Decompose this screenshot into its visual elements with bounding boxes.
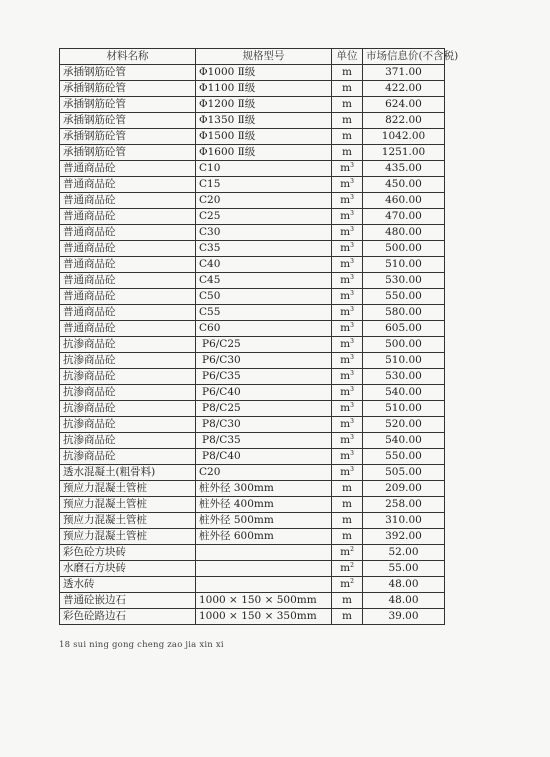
specification-cell: P8/C35 [196, 433, 332, 449]
price-cell: 530.00 [363, 273, 445, 289]
specification-cell: C10 [196, 161, 332, 177]
material-name-cell: 普通商品砼 [60, 225, 196, 241]
material-name-cell: 抗渗商品砼 [60, 337, 196, 353]
material-name-cell: 预应力混凝土管桩 [60, 513, 196, 529]
material-name-cell: 预应力混凝土管桩 [60, 497, 196, 513]
unit-exponent: 3 [350, 354, 354, 361]
table-row [60, 305, 445, 321]
table-row [60, 65, 445, 81]
price-cell: 530.00 [363, 369, 445, 385]
specification-cell [196, 545, 332, 561]
material-name-cell: 预应力混凝土管桩 [60, 481, 196, 497]
unit-cell: $m^2$ [332, 561, 363, 577]
material-name-cell: 普通商品砼 [60, 273, 196, 289]
material-name-cell: 普通商品砼 [60, 209, 196, 225]
table-row [60, 593, 445, 609]
price-cell: 310.00 [363, 513, 445, 529]
specification-cell [196, 561, 332, 577]
price-cell: 460.00 [363, 193, 445, 209]
unit-cell: $m^3$ [332, 369, 363, 385]
specification-cell: C55 [196, 305, 332, 321]
specification-cell: Φ1500 Ⅱ级 [196, 129, 332, 145]
material-name-cell: 水磨石方块砖 [60, 561, 196, 577]
unit-cell: $m^3$ [332, 449, 363, 465]
page-footer: 18 sui ning gong cheng zao jia xin xi [59, 640, 224, 650]
table-row [60, 337, 445, 353]
unit-exponent: 3 [350, 194, 354, 201]
unit-cell: m [332, 97, 363, 113]
specification-cell: C35 [196, 241, 332, 257]
unit-cell: m [332, 497, 363, 513]
header-unit: 单位 [332, 49, 363, 65]
specification-cell: C40 [196, 257, 332, 273]
unit-exponent: 3 [350, 242, 354, 249]
material-name-cell: 彩色砼路边石 [60, 609, 196, 625]
material-name-cell: 抗渗商品砼 [60, 369, 196, 385]
material-name-cell: 彩色砼方块砖 [60, 545, 196, 561]
price-cell: 450.00 [363, 177, 445, 193]
table-row [60, 449, 445, 465]
price-cell: 500.00 [363, 241, 445, 257]
unit-exponent: 2 [350, 562, 354, 569]
table-row [60, 577, 445, 593]
unit-exponent: 3 [350, 258, 354, 265]
unit-exponent: 3 [350, 466, 354, 473]
table-row [60, 209, 445, 225]
specification-cell: P6/C30 [196, 353, 332, 369]
unit-cell: m [332, 593, 363, 609]
material-name-cell: 承插钢筋砼管 [60, 97, 196, 113]
material-name-cell: 普通砼嵌边石 [60, 593, 196, 609]
unit-cell: $m^3$ [332, 193, 363, 209]
unit-exponent: 3 [350, 290, 354, 297]
specification-cell: P8/C40 [196, 449, 332, 465]
specification-cell: C45 [196, 273, 332, 289]
table-row [60, 545, 445, 561]
price-cell: 822.00 [363, 113, 445, 129]
specification-cell: P8/C30 [196, 417, 332, 433]
material-name-cell: 透水混凝土(粗骨料) [60, 465, 196, 481]
table-row [60, 161, 445, 177]
table-row [60, 177, 445, 193]
price-cell: 39.00 [363, 609, 445, 625]
price-cell: 550.00 [363, 289, 445, 305]
unit-exponent: 3 [350, 370, 354, 377]
price-cell: 510.00 [363, 257, 445, 273]
material-name-cell: 普通商品砼 [60, 177, 196, 193]
table-row [60, 609, 445, 625]
table-row [60, 529, 445, 545]
unit-exponent: 3 [350, 162, 354, 169]
price-cell: 540.00 [363, 433, 445, 449]
unit-exponent: 3 [350, 306, 354, 313]
material-name-cell: 承插钢筋砼管 [60, 65, 196, 81]
price-cell: 371.00 [363, 65, 445, 81]
unit-cell: $m^2$ [332, 577, 363, 593]
unit-cell: m [332, 129, 363, 145]
material-name-cell: 普通商品砼 [60, 321, 196, 337]
price-cell: 520.00 [363, 417, 445, 433]
unit-cell: m [332, 145, 363, 161]
specification-cell: C20 [196, 465, 332, 481]
price-cell: 435.00 [363, 161, 445, 177]
specification-cell: Φ1100 Ⅱ级 [196, 81, 332, 97]
specification-cell: C20 [196, 193, 332, 209]
price-cell: 500.00 [363, 337, 445, 353]
material-name-cell: 抗渗商品砼 [60, 401, 196, 417]
price-cell: 48.00 [363, 593, 445, 609]
material-name-cell: 承插钢筋砼管 [60, 145, 196, 161]
material-name-cell: 抗渗商品砼 [60, 417, 196, 433]
table-row [60, 81, 445, 97]
material-name-cell: 普通商品砼 [60, 193, 196, 209]
price-cell: 1042.00 [363, 129, 445, 145]
unit-cell: m [332, 81, 363, 97]
table-row [60, 417, 445, 433]
unit-cell: $m^3$ [332, 385, 363, 401]
specification-cell: Φ1200 Ⅱ级 [196, 97, 332, 113]
table-row [60, 321, 445, 337]
unit-cell: m [332, 65, 363, 81]
price-cell: 258.00 [363, 497, 445, 513]
table-row [60, 513, 445, 529]
material-name-cell: 承插钢筋砼管 [60, 113, 196, 129]
unit-exponent: 3 [350, 418, 354, 425]
table-row [60, 241, 445, 257]
table-row [60, 289, 445, 305]
table-row [60, 497, 445, 513]
table-row [60, 433, 445, 449]
price-cell: 550.00 [363, 449, 445, 465]
price-cell: 392.00 [363, 529, 445, 545]
unit-exponent: 3 [350, 178, 354, 185]
unit-exponent: 3 [350, 226, 354, 233]
material-name-cell: 预应力混凝土管桩 [60, 529, 196, 545]
table-row [60, 369, 445, 385]
table-row [60, 193, 445, 209]
unit-cell: $m^3$ [332, 305, 363, 321]
table-row [60, 257, 445, 273]
unit-cell: m [332, 481, 363, 497]
specification-cell: C30 [196, 225, 332, 241]
price-cell: 48.00 [363, 577, 445, 593]
specification-cell: 桩外径 400mm [196, 497, 332, 513]
unit-exponent: 3 [350, 402, 354, 409]
unit-cell: $m^3$ [332, 321, 363, 337]
specification-cell: Φ1000 Ⅱ级 [196, 65, 332, 81]
price-cell: 470.00 [363, 209, 445, 225]
price-cell: 510.00 [363, 353, 445, 369]
unit-cell: $m^3$ [332, 417, 363, 433]
specification-cell: C50 [196, 289, 332, 305]
material-name-cell: 承插钢筋砼管 [60, 129, 196, 145]
unit-cell: m [332, 529, 363, 545]
unit-cell: $m^3$ [332, 225, 363, 241]
material-price-table [59, 48, 459, 625]
table-row [60, 113, 445, 129]
unit-exponent: 3 [350, 322, 354, 329]
specification-cell: 1000 × 150 × 500mm [196, 593, 332, 609]
specification-cell: Φ1600 Ⅱ级 [196, 145, 332, 161]
unit-cell: m [332, 513, 363, 529]
table-row [60, 465, 445, 481]
material-name-cell: 抗渗商品砼 [60, 449, 196, 465]
unit-cell: $m^3$ [332, 289, 363, 305]
price-cell: 505.00 [363, 465, 445, 481]
unit-exponent: 2 [350, 546, 354, 553]
specification-cell: P8/C25 [196, 401, 332, 417]
table-row [60, 97, 445, 113]
unit-cell: $m^3$ [332, 353, 363, 369]
price-cell: 540.00 [363, 385, 445, 401]
specification-cell: 桩外径 300mm [196, 481, 332, 497]
unit-cell: $m^3$ [332, 337, 363, 353]
unit-exponent: 2 [350, 578, 354, 585]
material-name-cell: 抗渗商品砼 [60, 433, 196, 449]
price-cell: 580.00 [363, 305, 445, 321]
specification-cell: C15 [196, 177, 332, 193]
unit-cell: $m^3$ [332, 273, 363, 289]
specification-cell: Φ1350 Ⅱ级 [196, 113, 332, 129]
specification-cell: 1000 × 150 × 350mm [196, 609, 332, 625]
price-cell: 605.00 [363, 321, 445, 337]
table-row [60, 225, 445, 241]
material-name-cell: 透水砖 [60, 577, 196, 593]
table-row [60, 145, 445, 161]
unit-cell: m [332, 113, 363, 129]
table-row [60, 273, 445, 289]
table-row [60, 385, 445, 401]
material-name-cell: 抗渗商品砼 [60, 353, 196, 369]
unit-cell: $m^3$ [332, 161, 363, 177]
unit-exponent: 3 [350, 338, 354, 345]
header-market-price: 市场信息价(不含税) [363, 49, 445, 65]
price-cell: 1251.00 [363, 145, 445, 161]
material-name-cell: 抗渗商品砼 [60, 385, 196, 401]
price-cell: 52.00 [363, 545, 445, 561]
material-name-cell: 普通商品砼 [60, 305, 196, 321]
price-cell: 510.00 [363, 401, 445, 417]
specification-cell: 桩外径 600mm [196, 529, 332, 545]
material-name-cell: 普通商品砼 [60, 241, 196, 257]
specification-cell: C60 [196, 321, 332, 337]
material-name-cell: 承插钢筋砼管 [60, 81, 196, 97]
unit-cell: $m^3$ [332, 401, 363, 417]
specification-cell: 桩外径 500mm [196, 513, 332, 529]
price-cell: 624.00 [363, 97, 445, 113]
unit-exponent: 3 [350, 434, 354, 441]
price-cell: 480.00 [363, 225, 445, 241]
header-specification: 规格型号 [196, 49, 332, 65]
table-row [60, 401, 445, 417]
unit-cell: $m^3$ [332, 241, 363, 257]
price-cell: 422.00 [363, 81, 445, 97]
table-header-row [60, 49, 445, 65]
specification-cell: P6/C25 [196, 337, 332, 353]
specification-cell [196, 577, 332, 593]
table-row [60, 561, 445, 577]
unit-exponent: 3 [350, 210, 354, 217]
unit-cell: $m^3$ [332, 433, 363, 449]
unit-cell: $m^3$ [332, 257, 363, 273]
material-name-cell: 普通商品砼 [60, 161, 196, 177]
specification-cell: P6/C35 [196, 369, 332, 385]
price-cell: 55.00 [363, 561, 445, 577]
unit-cell: $m^3$ [332, 177, 363, 193]
table-body [60, 65, 445, 625]
price-cell: 209.00 [363, 481, 445, 497]
material-name-cell: 普通商品砼 [60, 257, 196, 273]
material-name-cell: 普通商品砼 [60, 289, 196, 305]
table-row [60, 353, 445, 369]
unit-cell: m [332, 609, 363, 625]
specification-cell: P6/C40 [196, 385, 332, 401]
unit-cell: $m^3$ [332, 209, 363, 225]
unit-exponent: 3 [350, 386, 354, 393]
unit-cell: $m^3$ [332, 465, 363, 481]
specification-cell: C25 [196, 209, 332, 225]
unit-exponent: 3 [350, 450, 354, 457]
table-row [60, 481, 445, 497]
unit-exponent: 3 [350, 274, 354, 281]
unit-cell: $m^2$ [332, 545, 363, 561]
table-row [60, 129, 445, 145]
header-material-name: 材料名称 [60, 49, 196, 65]
